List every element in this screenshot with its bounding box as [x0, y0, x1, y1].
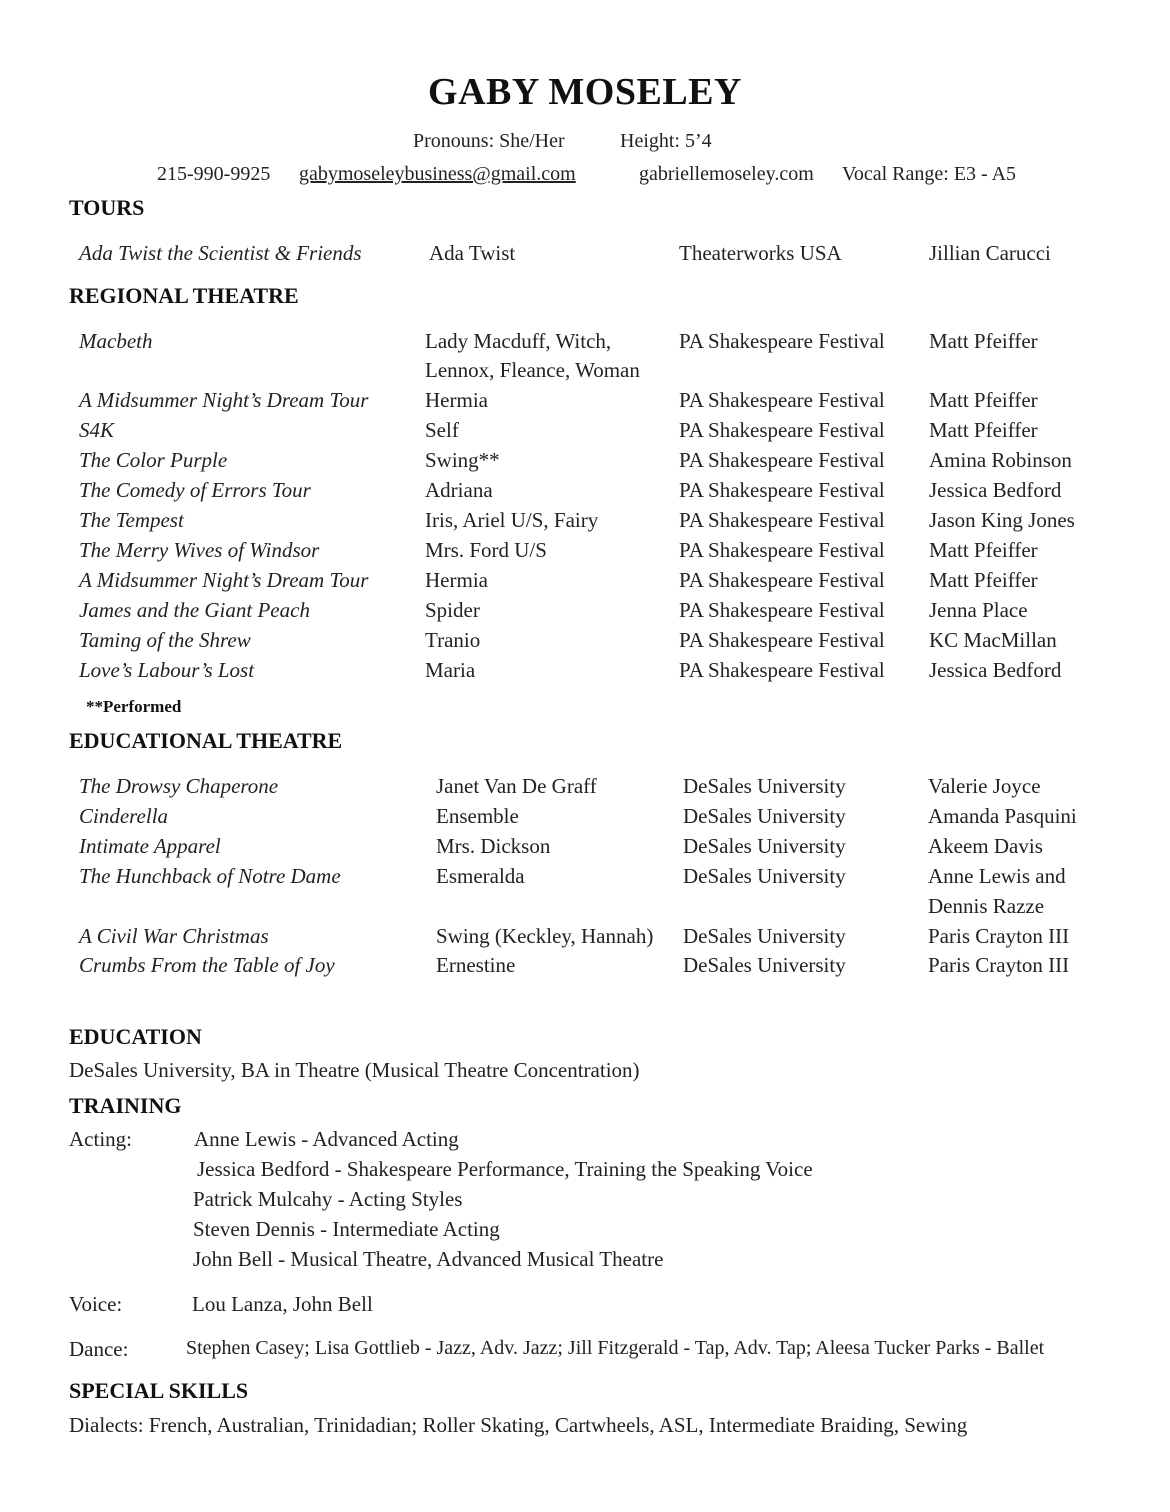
company: PA Shakespeare Festival: [679, 538, 885, 562]
company: PA Shakespeare Festival: [679, 658, 885, 682]
performed-note: **Performed: [86, 697, 182, 716]
phone-text: 215-990-9925: [157, 163, 271, 185]
director: Jillian Carucci: [929, 241, 1051, 265]
vocal-range-text: Vocal Range: E3 - A5: [842, 163, 1017, 185]
show-title: The Drowsy Chaperone: [79, 774, 279, 798]
role: Hermia: [425, 568, 488, 592]
role: Swing (Keckley, Hannah): [436, 924, 654, 948]
director: Jason King Jones: [929, 508, 1075, 532]
company: PA Shakespeare Festival: [679, 508, 885, 532]
show-title: James and the Giant Peach: [79, 598, 310, 622]
special-skills-heading: SPECIAL SKILLS: [69, 1378, 249, 1403]
director: Matt Pfeiffer: [929, 329, 1038, 353]
show-title: Macbeth: [79, 329, 153, 353]
role: Iris, Ariel U/S, Fairy: [425, 508, 599, 532]
educational-heading: EDUCATIONAL THEATRE: [69, 728, 343, 753]
acting-item: Jessica Bedford - Shakespeare Performance, Training the Speaking Voice: [197, 1157, 813, 1181]
company: PA Shakespeare Festival: [679, 628, 885, 652]
company: PA Shakespeare Festival: [679, 329, 885, 353]
show-title: The Merry Wives of Windsor: [79, 538, 320, 562]
company: DeSales University: [683, 924, 846, 948]
company: PA Shakespeare Festival: [679, 478, 885, 502]
role: Hermia: [425, 388, 488, 412]
height-text: Height: 5’4: [620, 130, 712, 152]
role: Swing**: [425, 448, 500, 472]
director: Paris Crayton III: [928, 924, 1070, 948]
acting-item: Steven Dennis - Intermediate Acting: [193, 1217, 500, 1241]
resume-name: GABY MOSELEY: [428, 71, 742, 113]
show-title: Love’s Labour’s Lost: [79, 658, 255, 682]
role: Maria: [425, 658, 476, 682]
company: PA Shakespeare Festival: [679, 388, 885, 412]
company: PA Shakespeare Festival: [679, 448, 885, 472]
role: Adriana: [425, 478, 493, 502]
director: Amina Robinson: [929, 448, 1072, 472]
dance-text: Stephen Casey; Lisa Gottlieb - Jazz, Adv. Jazz; Jill Fitzgerald - Tap, Adv. Tap; Aleesa Tucker Parks - Ballet: [186, 1337, 1045, 1359]
role: Mrs. Ford U/S: [425, 538, 547, 562]
acting-item: Anne Lewis - Advanced Acting: [194, 1127, 459, 1151]
role-continued: Lennox, Fleance, Woman: [425, 358, 640, 382]
company: DeSales University: [683, 804, 846, 828]
director: Matt Pfeiffer: [929, 538, 1038, 562]
company: PA Shakespeare Festival: [679, 598, 885, 622]
show-title: Crumbs From the Table of Joy: [79, 953, 335, 977]
director: Anne Lewis and: [928, 864, 1066, 888]
role: Ernestine: [436, 953, 516, 977]
director: Akeem Davis: [928, 834, 1043, 858]
voice-label: Voice:: [69, 1292, 123, 1316]
company: PA Shakespeare Festival: [679, 568, 885, 592]
show-title: Cinderella: [79, 804, 169, 828]
voice-text: Lou Lanza, John Bell: [192, 1292, 373, 1316]
role: Janet Van De Graff: [436, 774, 597, 798]
director: Matt Pfeiffer: [929, 388, 1038, 412]
tours-heading: TOURS: [69, 195, 145, 220]
director: Jessica Bedford: [929, 478, 1062, 502]
dance-label: Dance:: [69, 1337, 129, 1361]
education-heading: EDUCATION: [69, 1024, 202, 1049]
acting-label: Acting:: [69, 1127, 132, 1151]
director: Valerie Joyce: [928, 774, 1041, 798]
company: Theaterworks USA: [679, 241, 842, 265]
director: KC MacMillan: [929, 628, 1057, 652]
show-title: A Civil War Christmas: [79, 924, 269, 948]
show-title: A Midsummer Night’s Dream Tour: [79, 388, 369, 412]
show-title: A Midsummer Night’s Dream Tour: [79, 568, 369, 592]
show-title: The Color Purple: [79, 448, 228, 472]
show-title: Ada Twist the Scientist & Friends: [79, 241, 362, 265]
training-heading: TRAINING: [69, 1093, 182, 1118]
company: DeSales University: [683, 953, 846, 977]
pronouns-text: Pronouns: She/Her: [413, 130, 565, 152]
director: Paris Crayton III: [928, 953, 1070, 977]
show-title: The Hunchback of Notre Dame: [79, 864, 341, 888]
role: Lady Macduff, Witch,: [425, 329, 612, 353]
role: Ensemble: [436, 804, 519, 828]
company: PA Shakespeare Festival: [679, 418, 885, 442]
special-skills-text: Dialects: French, Australian, Trinidadian; Roller Skating, Cartwheels, ASL, Intermediate Braiding, Sewing: [69, 1413, 968, 1437]
role: Esmeralda: [436, 864, 525, 888]
company: DeSales University: [683, 774, 846, 798]
director: Jenna Place: [929, 598, 1028, 622]
show-title: S4K: [79, 418, 115, 442]
director: Amanda Pasquini: [928, 804, 1077, 828]
website-text: gabriellemoseley.com: [639, 163, 814, 185]
show-title: The Tempest: [79, 508, 184, 532]
director: Matt Pfeiffer: [929, 568, 1038, 592]
show-title: Intimate Apparel: [79, 834, 221, 858]
show-title: Taming of the Shrew: [79, 628, 251, 652]
director-continued: Dennis Razze: [928, 894, 1045, 918]
role: Mrs. Dickson: [436, 834, 551, 858]
role: Tranio: [425, 628, 481, 652]
role: Self: [425, 418, 459, 442]
acting-item: John Bell - Musical Theatre, Advanced Musical Theatre: [193, 1247, 664, 1271]
company: DeSales University: [683, 834, 846, 858]
show-title: The Comedy of Errors Tour: [79, 478, 311, 502]
acting-item: Patrick Mulcahy - Acting Styles: [193, 1187, 463, 1211]
education-text: DeSales University, BA in Theatre (Musical Theatre Concentration): [69, 1058, 640, 1082]
role: Spider: [425, 598, 480, 622]
director: Matt Pfeiffer: [929, 418, 1038, 442]
email-link[interactable]: gabymoseleybusiness@gmail.com: [299, 163, 576, 185]
regional-heading: REGIONAL THEATRE: [69, 283, 299, 308]
director: Jessica Bedford: [929, 658, 1062, 682]
role: Ada Twist: [429, 241, 516, 265]
company: DeSales University: [683, 864, 846, 888]
